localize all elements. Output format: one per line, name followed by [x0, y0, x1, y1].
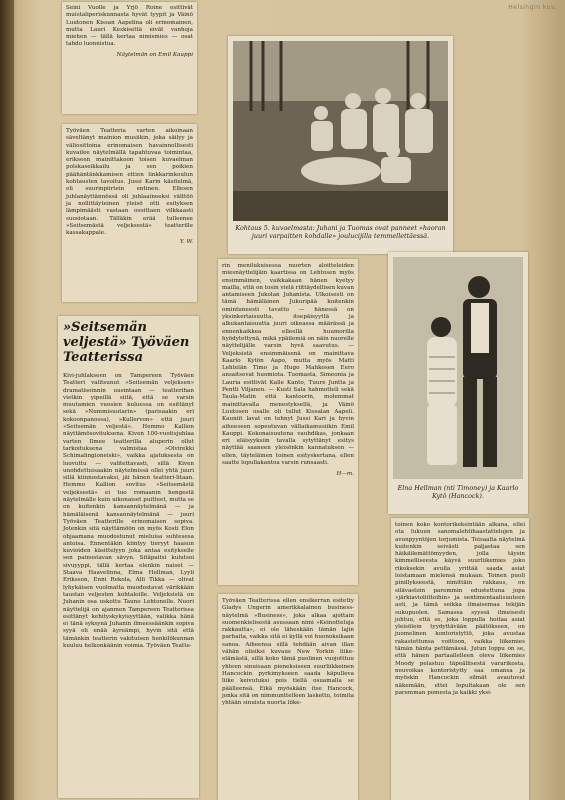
stage-photo-image: [233, 41, 448, 221]
clipping-business-play: [218, 594, 358, 800]
photo-caption: Kohtaus 5. kuvaelmasta: Juhani ja Tuomas ovat panneet »haoran juuri varpaitten kohdalle» joulucijilla temmellettäessä.: [235, 224, 446, 240]
photo-scene-juhani-tuomas: [228, 36, 453, 254]
portrait-photo-image: [393, 257, 523, 479]
clipping-text: Seini Vuolle ja Yrjö Roine esittivät muistaliperiskunnasta hyvät tyypit ja Väinö Luutonen Kissan Aapelina oli erinomainen, mutta Lauri Keskisettä eivät vanhoja miehen — tällä kertaa nimismies — osat tahdo luonnistua.: [66, 5, 193, 48]
clipping-text: Työväen Teatterissa ellen ensikerran esitetty Gladys Ungerin amerikkalainen business-näytelmä »Business», joka alkaa ajottain suomenkielisestä asussaan nimi »Keinotteluja rakkautta», ei ole läheskään tämän lajin parhaita, vaikka sitä ei kyllä voi huonoksikaan sanoa. Aiheensa sillä tehdään aivan illan vähän olisiksi kuvaus New Yorkin liike-elämästä, sillä koko tämä puolinen vuojotttuu yhteen sinuisaan pieneksiseen suurliikkeinen Hancockin pyrkimykseen saada käpulleva liike keivutuksi pois tiellä osuamalla se päälleensä. Eikä myöskään itse Hancock, jonka sitä on nimmunttelleen laskettu, toimita yhtään sinuista nuorta liike-: [222, 598, 354, 707]
clipping-music: [62, 124, 197, 302]
clipping-text: rin menilukuisessa nuorten aloitteleiden miesnäyttelijäin kaartissa on Lehtosen myös ensimmäinen, vaikkakaan hänen kyetyy mailla, että on tosin vielä riittäydellisen kuvan antamiseen Jukolan Juhanista. Ulkoisesti on tämä hämäläinen Jukuripää kuitenkin omintuneesti tavattu — hänessä on yksinkertaisuutta, itsepäisyyttä ja alkukantaisuutta juuri oikeassa määrässä ja ennenkaikkea elleellä huumorilla hyödytettynä, mikä ypäilemiä on näin nuorelle näyttelijälle varsin hyvä saavutus. — Veljeksistä ensimmäisenä on mainittava Kaarlo Kytön Aapo, mutta myös Matti Lehtelän Timo ja Hugo Mahkosen Eero ansaitsevat huomiota. Tuomasta, Simeonia ja Lauria esittivät Kalle Kanto, Tuure Juntta ja Pentti Viljanen. — Kusti Sala hahmotteli sekä Taula-Matin että kantoorin, molemmat mainittavalla menestyksellä, ja Väinö Luutosen osalle oli tullut Kissalan Aapeli. Kauniit lavat on tehnyt Jussi Kari ja hyvin aiheeseen sopeutuvan vällaikamusiikin Emil Kauppi. Kokonaisuutena vauhdikas, jonkaan eri eläisyyksiin tavalla sytyttänyt esitys näyttää saaneen yleisönkin kannatuksen — ellen, täyteläinen toinen esityskertana, ellen saatte lopullakantoa varsin runsaasti.: [222, 263, 354, 467]
clipping-review: [58, 316, 199, 798]
book-binding: [0, 0, 14, 800]
photo-hellman-kyto: [388, 252, 528, 514]
clipping-business-review: [391, 518, 529, 800]
clipping-signature: H—m.: [336, 471, 354, 478]
clipping-text: Työväen Teatteria varten aikoinaan säveltänyt mainion musiikin, joka säilyy ja väliosittoina erinomaisen havainnollisesti kuvailee näytelmällä tapahtuvaa toimintaa, erikseen mainittakoon toisen kuvaelman polskaseikkailu ja sen poikien päähäntänkkamisen ettien linkkarinkoulun kohtausten tavoitus. Jussi Karin käsitelmä, oli suurinpiirtein entinen. Ellesen juhlanäyttännössä oli juhlaaineeksi välttöö ja nollittäyteinen yleisö otti esityksen lämpimäästi vastaan osoittaen vilkkaasti suosiotaan. Tälläkin erää tulleenee »Seitsemästä veljeksestä» teatterille kassakappale.: [66, 128, 193, 237]
header-stamp: Helsingin kuv.: [508, 4, 557, 11]
clipping-cast-notes: [62, 2, 197, 114]
photo-caption: Elna Hellman (nti Timoney) ja Kaarlo Kytö (Hancock).: [397, 484, 519, 500]
clipping-text: toinen koko kontorikeksintään alkana, ellei ota lukuun sanomalehtihaastattelujen ja avunpyyntöjen torjumista. Toisaalta näytelmä kuitenkin seivästi paljastaa sen häikäilemättömyyden, jolla täysin kimmelliseesta käyvä suurliikemies joko rikoksekin avulla yrittää saada asiat loistamaan mielensä mukaan. Toinen puoli pinillykseestä, nimittäin rakkaus, on silävastoin paremmin edustettuna jopa »järkiavioliittoihin» ja sentimentaalisuuteen asti, ja tämä seikka ilmaisemaa tekijän sukupuolen. Samassa syyssä ilmeisesti johtuu, että se, joka loppulla hoitaa asiat yleisölein tyydyttävään päätökseen, on juomelinen kontoristyttö, joka avustaa rakastettunsa voittoon, vaikka liikemies tämän hänta pettämässä. Jutun loppu on se, että hänen partaallelleen oleva liikemies Moody pelastuu täpeällisestä vararikosta, neuvoikas kontoristytty saa omansa ja myöskin Hancockin silmät avautuvat näkemään, ettei lopultakaan ole sen paremman pomesta ja kaikki yksi-: [395, 522, 525, 696]
clipping-text: Kivi-juhlakseen on Tampereen Työväen Teatteri valitsunut »Seitsemän veljeksen» dramatisoinnin uusintaan — teatterihan vietkin yipeillä siitä, että se varsin muutamien vuosien kuluessa on esittänyt sekä »Nummisuutarin» (parisaakin eri kokoonpanossa), »Kullervon» että juuri »Seitsemän veljestä». Hemmo Kallion näyttämösovituksena. Kiven 100-vuotisjuhlaa varten Ilmee teatterilla aluperin ollut tarkoituksena valmistaa »Olvirekki Schimalingioneiski», vaikka ajatuksesta on luovuttu — valitettavasti, sillä Kiven unohdettuisaakin näytelmissä ollei yhtä juuri sillä kiinnostavaksi, jäi hänen teatteri-litaan. Hemmo Kallion sovitus »Seitsemästä veljeksestä» ei tuo romaanin hengestä näytelmälle kuin uikonaiset puitteet, mutta se on kuitenkin kansannäytelmänä — ja hämäläisenä kansannäytelmänä — juuri Työväen Teatterille erinomaisen sopiva. Jotenkin sitä näyttämöön on myös Kosti Elon ohjaamana muodostunut mieluisa suhtesesa antoisa. Ennentäkin kiintyy tieryyt haasun kuvioiden käsittelyyn joka antaa esitykselle sen painostavan sävyn. Sitäpaitsi kulutsoi sivuyyppi, tällä kertaa elenkin naiset — Staava Haavelinna, Elma Hellman, Lyyli Eriksson, Enni Rekola, Alli Tikka — olivat lyhykäisen vuolmatta muodostavat värikkään taustan veljesten kohtaloille. Veljeksistä on Juhanin osa uskottu Tauno Lehtonelle. Nuori näyttelijä on ajanmen Tampereen Teatterissa esittänyt kehityskykyisyyttään, valikka hänä ei tänä syksynä Juhanin ilmeessäänkin sopiva syyä oli enää äyreämpi, hyvin sitä että tämänkin teatterin vakituisen henkilökunnan kuuluu helkonkäänin voimia. Työväen Teatte-: [63, 373, 194, 649]
clipping-signature: Y. W.: [179, 239, 193, 246]
clipping-cast-review: [218, 259, 358, 585]
clipping-signature: Näytelmän on Emil Kauppi: [116, 51, 193, 58]
review-headline: »Seitsemän veljestä» Työväen Teatterissa: [63, 320, 190, 365]
